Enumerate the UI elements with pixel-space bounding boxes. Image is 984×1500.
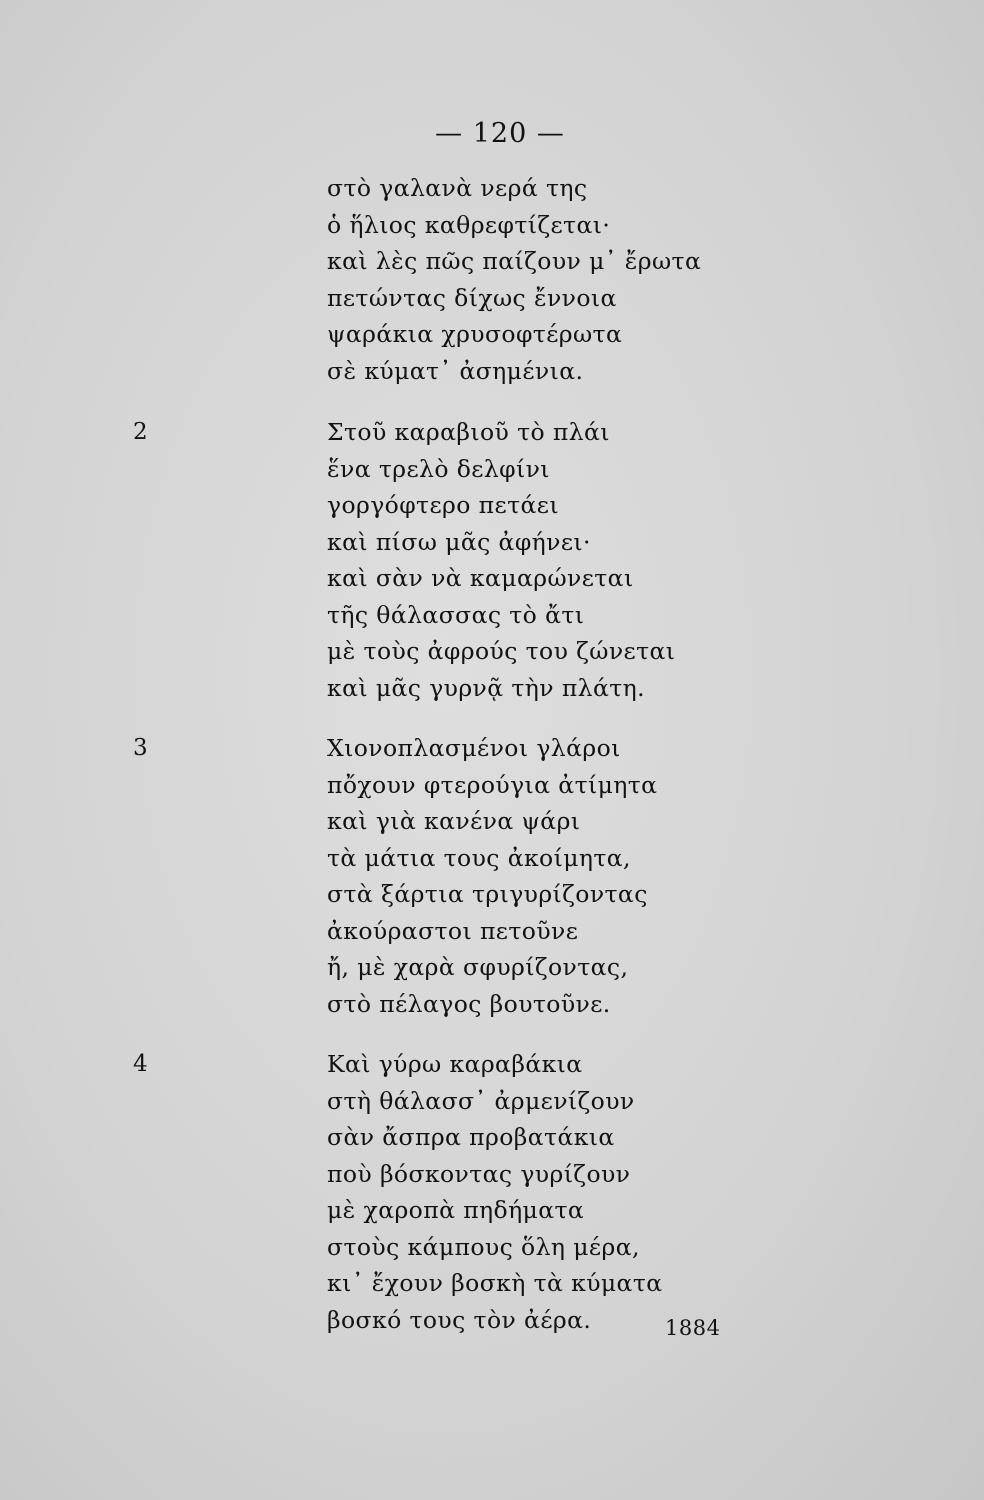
- poem-line: γοργόφτερο πετάει: [327, 491, 559, 519]
- poem-line: ψαράκια χρυσοφτέρωτα: [327, 320, 623, 348]
- poem-line: καὶ πίσω μᾶς ἀφήνει·: [327, 527, 591, 556]
- poem-line: τῆς θάλασσας τὸ ἄτι: [327, 600, 585, 629]
- poem-line: ποὺ βόσκοντας γυρίζουν: [327, 1159, 631, 1188]
- poem-line: στοὺς κάμπους ὅλη μέρα,: [327, 1232, 640, 1261]
- page-number: — 120 —: [435, 118, 565, 149]
- poem-line: τὰ μάτια τους ἀκοίμητα,: [327, 843, 631, 872]
- poem-line: στὸ πέλαγος βουτοῦνε.: [327, 989, 611, 1018]
- poem-line: Καὶ γύρω καραβάκια: [327, 1050, 583, 1078]
- poem-line: σὰν ἄσπρα προβατάκια: [327, 1123, 615, 1151]
- poem-line: Στοῦ καραβιοῦ τὸ πλάι: [327, 418, 610, 446]
- poem-line: βοσκό τους τὸν ἀέρα.: [327, 1305, 592, 1334]
- poem-line: καὶ μᾶς γυρνᾷ τὴν πλάτη.: [327, 673, 645, 702]
- poem-line: καὶ λὲς πῶς παίζουν μ᾿ ἔρωτα: [327, 247, 702, 275]
- poem-line: σὲ κύματ᾿ ἀσημένια.: [327, 356, 584, 385]
- poem-line: κι᾿ ἔχουν βοσκὴ τὰ κύματα: [327, 1269, 663, 1297]
- poem-line: μὲ χαροπὰ πηδήματα: [327, 1196, 585, 1224]
- poem-line: μὲ τοὺς ἀφρούς του ζώνεται: [327, 637, 676, 665]
- poem-line: καὶ σὰν νὰ καμαρώνεται: [327, 564, 634, 592]
- stanza-number-3: 3: [133, 735, 148, 761]
- stanza-2: [327, 414, 675, 706]
- stanza-3: [327, 730, 657, 1022]
- poem-line: πετώντας δίχως ἔννοια: [327, 283, 617, 312]
- stanza-number-2: 2: [133, 419, 148, 445]
- stanza-4: [327, 1046, 663, 1338]
- poem-line: ἀκούραστοι πετοῦνε: [327, 916, 579, 945]
- poem-line: καὶ γιὰ κανένα ψάρι: [327, 807, 581, 835]
- poem-line: στὰ ξάρτια τριγυρίζοντας: [327, 880, 648, 908]
- poem-line: πὄχουν φτερούγια ἀτίμητα: [327, 770, 658, 799]
- poem-line: στὴ θάλασσ᾿ ἀρμενίζουν: [327, 1086, 635, 1115]
- stanza-1: [327, 170, 701, 389]
- stanza-number-4: 4: [133, 1051, 148, 1077]
- poem-line: ὁ ἥλιος καθρεφτίζεται·: [327, 210, 611, 239]
- poem-year: 1884: [665, 1316, 721, 1340]
- poem-line: ἕνα τρελὸ δελφίνι: [327, 454, 550, 483]
- poem-line: Χιονοπλασμένοι γλάροι: [327, 734, 621, 762]
- poem-line: στὸ γαλανὰ νερά της: [327, 174, 588, 202]
- poem-line: ἤ, μὲ χαρὰ σφυρίζοντας,: [327, 953, 629, 981]
